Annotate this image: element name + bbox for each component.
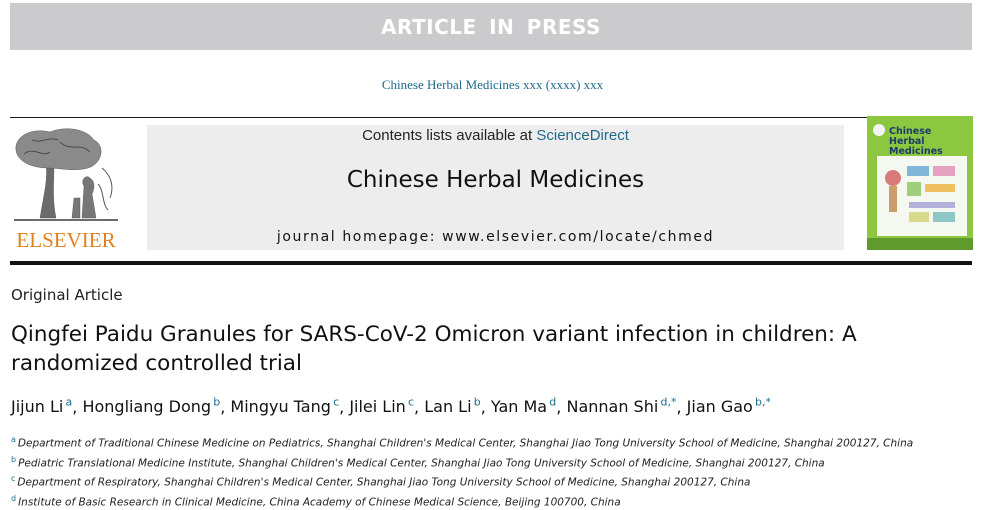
affiliation-item: [11, 491, 971, 510]
affiliation-item: [11, 471, 971, 491]
author-list: Jijun Li $^a$, Hongliang Dong $^b$, Mingyu Tang $^c$, Jilei Lin $^c$, Lan Li $^b$, Yan Ma $^d$, Nannan Shi $^{d,*}$, Jian Gao $^{b,*}$: [11, 396, 771, 416]
journal-citation-link[interactable]: Chinese Herbal Medicines xxx (xxxx) xxx: [0, 77, 985, 93]
article-type-label: Original Article: [11, 286, 123, 304]
cover-title: [889, 127, 971, 157]
header-top-rule: [10, 117, 972, 118]
author-name[interactable]: Jijun Li: [11, 397, 63, 416]
header-bottom-rule: [10, 261, 972, 265]
publisher-logo[interactable]: [10, 124, 122, 252]
affiliation-text: Pediatric Translational Medicine Institute, Shanghai Children's Medical Center, Shanghai Jiao Tong University School of Medicine, Shanghai 200127, China: [18, 457, 825, 469]
author-name[interactable]: Lan Li: [424, 397, 471, 416]
article-in-press-banner: [10, 3, 972, 50]
cover-title-line2: Herbal Medicines: [889, 137, 971, 157]
author-name[interactable]: Jian Gao: [687, 397, 753, 416]
author-entry[interactable]: [82, 397, 220, 416]
author-affiliation-marker[interactable]: d,*: [658, 396, 676, 409]
author-entry[interactable]: [11, 397, 72, 416]
article-title: Qingfei Paidu Granules for SARS-CoV-2 Omicron variant infection in children: A randomized controlled trial: [11, 320, 911, 378]
author-name[interactable]: Yan Ma: [491, 397, 547, 416]
author-affiliation-marker[interactable]: c: [406, 396, 414, 409]
author-entry[interactable]: [349, 397, 414, 416]
journal-homepage-link[interactable]: journal homepage: www.elsevier.com/locate/chmed: [147, 229, 844, 245]
affiliation-text: Department of Traditional Chinese Medicine on Pediatrics, Shanghai Children's Medical Center, Shanghai Jiao Tong University School of Medicine, Shanghai 200127, China: [18, 438, 913, 450]
elsevier-tree-logo-icon: [10, 124, 122, 228]
affiliation-key: d: [11, 494, 16, 503]
affiliation-item: [11, 452, 971, 472]
author-entry[interactable]: [687, 397, 771, 416]
affiliation-text: Department of Respiratory, Shanghai Children's Medical Center, Shanghai Jiao Tong University School of Medicine, Shanghai 200127, China: [17, 477, 750, 489]
author-entry[interactable]: [566, 397, 676, 416]
author-name[interactable]: Mingyu Tang: [230, 397, 330, 416]
affiliation-key: b: [11, 455, 16, 464]
author-name[interactable]: Hongliang Dong: [82, 397, 211, 416]
affiliation-item: [11, 432, 971, 452]
cover-title-line1: Chinese: [889, 127, 971, 137]
author-name[interactable]: Jilei Lin: [349, 397, 405, 416]
banner-text: ARTICLE IN PRESS: [381, 15, 601, 39]
affiliation-list: [11, 432, 971, 510]
author-affiliation-marker[interactable]: a: [63, 396, 72, 409]
author-affiliation-marker[interactable]: c: [331, 396, 339, 409]
journal-masthead: [147, 125, 844, 250]
journal-title[interactable]: Chinese Herbal Medicines: [147, 167, 844, 193]
author-affiliation-marker[interactable]: d: [547, 396, 556, 409]
affiliation-text: Institute of Basic Research in Clinical Medicine, China Academy of Chinese Medical Science, Beijing 100700, China: [18, 496, 621, 508]
author-entry[interactable]: [230, 397, 339, 416]
affiliation-key: a: [11, 435, 16, 444]
author-entry[interactable]: [491, 397, 556, 416]
sciencedirect-link[interactable]: ScienceDirect: [536, 127, 629, 144]
author-affiliation-marker[interactable]: b: [472, 396, 481, 409]
contents-prefix: Contents lists available at: [362, 127, 536, 144]
affiliation-key: c: [11, 474, 15, 483]
contents-line: [147, 127, 844, 144]
author-entry[interactable]: [424, 397, 481, 416]
author-affiliation-marker[interactable]: b,*: [753, 396, 771, 409]
author-name[interactable]: Nannan Shi: [566, 397, 658, 416]
journal-cover-thumbnail[interactable]: [867, 116, 973, 250]
publisher-name: ELSEVIER: [10, 228, 122, 253]
author-affiliation-marker[interactable]: b: [211, 396, 220, 409]
